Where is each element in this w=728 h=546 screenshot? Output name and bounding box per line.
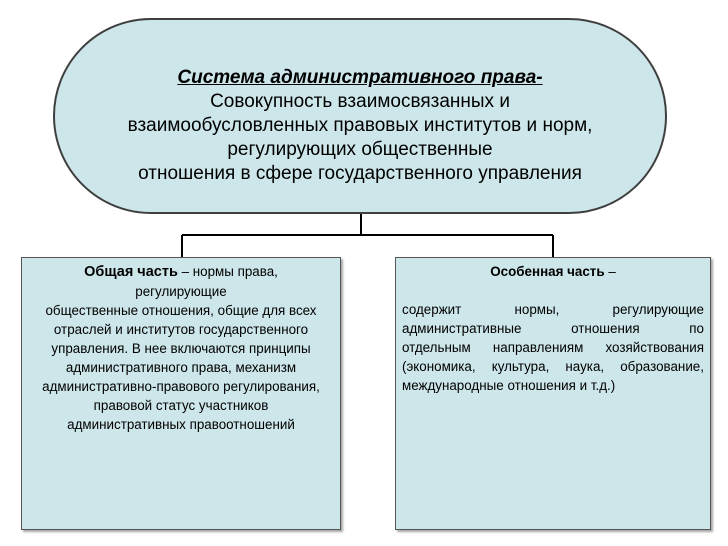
- special-part-heading: Особенная часть: [490, 264, 605, 279]
- general-part-line: административно-правового регулирования,: [42, 379, 320, 394]
- word: образование,: [620, 359, 704, 374]
- general-part-line: управления. В нее включаются принципы: [51, 341, 311, 356]
- word: административные: [402, 321, 522, 336]
- definition-line: Совокупность взаимосвязанных и: [210, 91, 510, 112]
- word: хозяйствования: [605, 340, 704, 355]
- word: направлениям: [492, 340, 584, 355]
- definition-line: взаимообусловленных правовых институтов и норм,: [127, 115, 593, 136]
- special-part-text: [402, 300, 704, 395]
- word: отношения: [571, 321, 640, 336]
- special-part-box: [395, 257, 711, 530]
- word: т.д.): [590, 378, 616, 393]
- word: культура,: [491, 359, 550, 374]
- general-part-heading-rest: – нормы права,: [177, 264, 278, 279]
- system-definition-box: [53, 18, 667, 214]
- general-part-heading: Общая часть: [84, 264, 178, 280]
- special-part-line: [402, 319, 704, 338]
- special-part-line: [402, 338, 704, 357]
- general-part-line: общественные отношения, общие для всех: [45, 303, 317, 318]
- word: наука,: [565, 359, 605, 374]
- definition-line: регулирующих общественные: [227, 139, 493, 160]
- word: международные: [402, 378, 504, 393]
- definition-line: отношения в сфере государственного управления: [138, 163, 582, 184]
- general-part-heading-line: [22, 262, 340, 282]
- general-part-line: отраслей и институтов государственного: [53, 322, 309, 337]
- general-part-box: [21, 257, 341, 530]
- word: регулирующие: [612, 302, 704, 317]
- special-part-line: [402, 376, 704, 395]
- word: по: [689, 321, 704, 336]
- general-part-line: административного права, механизм: [65, 360, 297, 375]
- word: отдельным: [402, 340, 471, 355]
- system-title: Система административного права-: [177, 67, 543, 88]
- word: содержит: [402, 302, 462, 317]
- word: нормы,: [514, 302, 560, 317]
- special-part-heading-rest: –: [604, 264, 616, 279]
- special-part-heading-line: [402, 262, 704, 281]
- general-part-line: административных правоотношений: [67, 417, 295, 432]
- special-part-line: [402, 300, 704, 319]
- word: отношения: [507, 378, 576, 393]
- word: (экономика,: [402, 359, 476, 374]
- word: и: [579, 378, 588, 393]
- general-part-line: правовой статус участников: [93, 398, 269, 413]
- special-part-line: [402, 357, 704, 376]
- general-part-line: регулирующие: [135, 284, 227, 299]
